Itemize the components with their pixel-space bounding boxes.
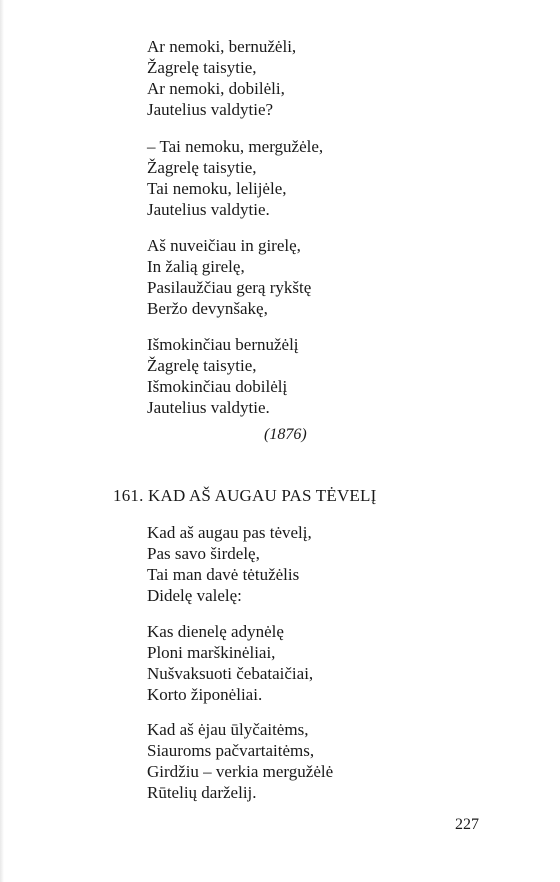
verse-line: Žagrelę taisytie, <box>147 58 257 77</box>
verse-line: Kad aš augau pas tėvelį, <box>147 523 312 542</box>
stanza <box>147 621 313 705</box>
verse-line: Tai nemoku, lelijėle, <box>147 179 287 198</box>
verse-line: Ploni marškinėliai, <box>147 643 276 662</box>
verse-line: Ar nemoki, bernužėli, <box>147 37 297 56</box>
stanza <box>147 36 296 120</box>
verse-line: Nušvaksuoti čebataičiai, <box>147 664 314 683</box>
verse-line: Išmokinčiau dobilėlį <box>147 377 288 396</box>
verse-line: Girdžiu – verkia mergužėlė <box>147 762 334 781</box>
verse-line: Rūtelių darželij. <box>147 783 257 802</box>
verse-line: Tai man davė tėtužėlis <box>147 565 300 584</box>
verse-line: Beržo devynšakę, <box>147 299 268 318</box>
verse-line: Jautelius valdytie. <box>147 398 270 417</box>
page-number: 227 <box>455 816 479 833</box>
verse-line: In žalią girelę, <box>147 257 245 276</box>
verse-line: Siauroms pačvartaitėms, <box>147 741 315 760</box>
verse-line: Didelę valelę: <box>147 586 242 605</box>
poem-date: (1876) <box>264 426 307 443</box>
verse-line: – Tai nemoku, mergužėle, <box>147 137 324 156</box>
verse-line: Žagrelę taisytie, <box>147 356 257 375</box>
verse-line: Pasilaužčiau gerą rykštę <box>147 278 312 297</box>
poem-heading: 161. KAD AŠ AUGAU PAS TĖVELĮ <box>113 486 377 505</box>
verse-line: Korto žiponėliai. <box>147 685 263 704</box>
stanza <box>147 235 311 319</box>
stanza <box>147 136 323 220</box>
verse-line: Kas dienelę adynėlę <box>147 622 284 641</box>
binding-edge <box>0 0 4 882</box>
verse-line: Aš nuveičiau in girelę, <box>147 236 301 255</box>
verse-line: Išmokinčiau bernužėlį <box>147 335 299 354</box>
verse-line: Pas savo širdelę, <box>147 544 260 563</box>
stanza <box>147 522 312 606</box>
stanza <box>147 334 299 418</box>
verse-line: Jautelius valdytie. <box>147 200 270 219</box>
verse-line: Ar nemoki, dobilėli, <box>147 79 285 98</box>
verse-line: Jautelius valdytie? <box>147 100 274 119</box>
verse-line: Kad aš ėjau ūlyčaitėms, <box>147 720 309 739</box>
stanza <box>147 719 333 803</box>
verse-line: Žagrelę taisytie, <box>147 158 257 177</box>
